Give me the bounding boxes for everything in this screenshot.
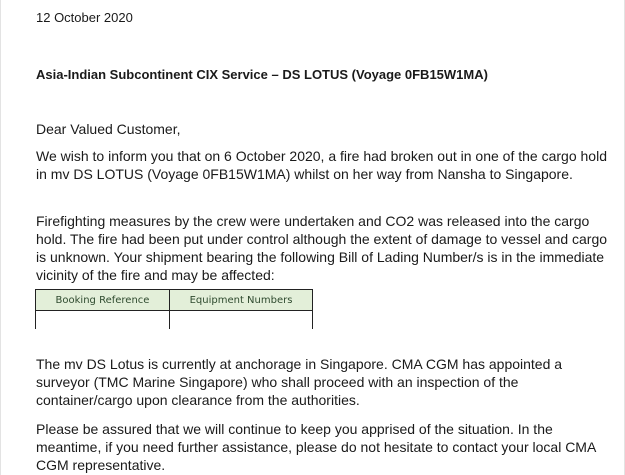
column-header-booking-reference: Booking Reference: [36, 290, 170, 310]
letter-subject: Asia-Indian Subcontinent CIX Service – DS LOTUS (Voyage 0FB15W1MA): [36, 67, 488, 82]
bill-of-lading-table: [35, 289, 313, 329]
letter-greeting: Dear Valued Customer,: [36, 121, 181, 137]
equipment-numbers-cell: [170, 311, 312, 329]
column-header-equipment-numbers: Equipment Numbers: [189, 294, 293, 306]
paragraph-firefighting: Firefighting measures by the crew were undertaken and CO2 was released into the cargo hold. The fire had been put under control although the extent of damage to vessel and cargo is unknown. Your shipment bearing the following Bill of Lading Number/s is in the immediate vicinity of the fire and may be affected:: [36, 213, 608, 283]
paragraph-closing: Please be assured that we will continue to keep you apprised of the situation. In the meantime, if you need further assistance, please do not hesitate to contact your local CMA CGM representative.: [36, 421, 596, 473]
booking-reference-cell: [36, 311, 170, 329]
paragraph-anchorage: The mv DS Lotus is currently at anchorage in Singapore. CMA CGM has appointed a surveyor (TMC Marine Singapore) who shall proceed with an inspection of the container/cargo upon clearance from the authorities.: [36, 356, 563, 408]
table-header-row: [36, 290, 312, 311]
page-border-left: [0, 0, 1, 475]
paragraph-fire-incident: We wish to inform you that on 6 October 2020, a fire had broken out in one of the cargo hold in mv DS LOTUS (Voyage 0FB15W1MA) whilst on her way from Nansha to Singapore.: [36, 148, 607, 182]
letter-date: 12 October 2020: [36, 10, 133, 25]
table-row: [36, 311, 312, 329]
